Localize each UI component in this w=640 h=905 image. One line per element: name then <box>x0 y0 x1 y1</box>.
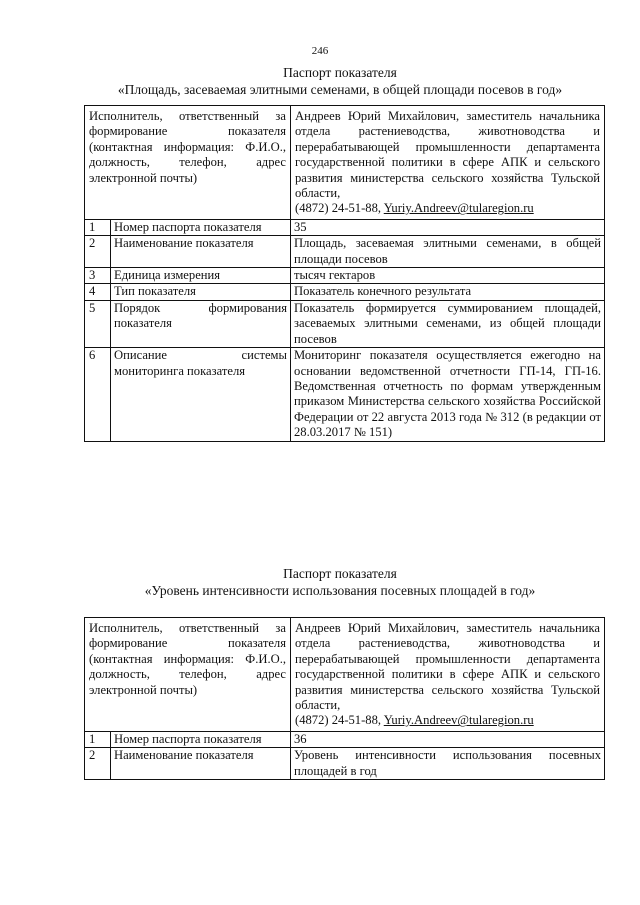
contact-line <box>295 201 600 216</box>
responsible-value-cell <box>291 618 605 732</box>
passport-title-indicator: «Площадь, засеваемая элитными семенами, в общей площади посевов в год» <box>117 82 563 97</box>
row-value: 36 <box>291 731 605 747</box>
row-value: тысяч гектаров <box>291 268 605 284</box>
row-value: Мониторинг показателя осуществляется ежегодно на основании ведомственной отчетности ГП-14, ГП-16. Ведомственная отчетность по формам утвержденным приказом Министерства сельского хозяйства Российской Федерации от 22 августа 2013 года № 312 (в редакции от 28.03.2017 № 151) <box>291 348 605 441</box>
passport-title-1 <box>60 64 620 98</box>
table-row-responsible <box>85 106 605 220</box>
row-label: Порядок формирования показателя <box>111 300 291 347</box>
table-row <box>85 236 605 268</box>
passport-title-indicator: «Уровень интенсивности использования посевных площадей в год» <box>144 583 536 598</box>
phone: (4872) 24-51-88, <box>295 713 382 728</box>
row-number: 4 <box>85 284 111 300</box>
row-number: 2 <box>85 748 111 780</box>
table-row-responsible <box>85 618 605 732</box>
table-row <box>85 748 605 780</box>
row-number: 3 <box>85 268 111 284</box>
row-label: Наименование показателя <box>111 236 291 268</box>
row-label: Номер паспорта показателя <box>111 731 291 747</box>
page-number: 246 <box>311 45 329 57</box>
phone: (4872) 24-51-88, <box>295 201 382 216</box>
email-link[interactable]: Yuriy.Andreev@tularegion.ru <box>383 713 534 728</box>
passport-title-2 <box>60 565 620 599</box>
row-label: Единица измерения <box>111 268 291 284</box>
table-row <box>85 731 605 747</box>
row-value: Показатель конечного результата <box>291 284 605 300</box>
passport-table-2 <box>84 617 605 780</box>
row-value: Площадь, засеваемая элитными семенами, в общей площади посевов <box>291 236 605 268</box>
email-link[interactable]: Yuriy.Andreev@tularegion.ru <box>383 201 534 216</box>
row-label: Описание системы мониторинга показателя <box>111 348 291 441</box>
row-label: Наименование показателя <box>111 748 291 780</box>
row-number: 1 <box>85 731 111 747</box>
row-value: 35 <box>291 219 605 235</box>
row-value: Уровень интенсивности использования посевных площадей в год <box>291 748 605 780</box>
row-number: 2 <box>85 236 111 268</box>
passport-table-1 <box>84 105 605 442</box>
row-label: Номер паспорта показателя <box>111 219 291 235</box>
table-row <box>85 348 605 441</box>
responsible-label: Исполнитель, ответственный за формирование показателя (контактная информация: Ф.И.О., должность, телефон, адрес электронной почты) <box>85 618 291 732</box>
responsible-label: Исполнитель, ответственный за формирование показателя (контактная информация: Ф.И.О., должность, телефон, адрес электронной почты) <box>85 106 291 220</box>
row-value: Показатель формируется суммированием площадей, засеваемых элитными семенами, из общей площади посевов <box>291 300 605 347</box>
row-number: 1 <box>85 219 111 235</box>
responsible-value: Андреев Юрий Михайлович, заместитель начальника отдела растениеводства, животноводства и перерабатывающей промышленности департамента государственной политики в сфере АПК и сельского развития министерства сельского хозяйства Тульской области, <box>295 621 600 713</box>
table-row <box>85 268 605 284</box>
passport-title-heading: Паспорт показателя <box>283 65 397 80</box>
responsible-value-cell <box>291 106 605 220</box>
row-label: Тип показателя <box>111 284 291 300</box>
row-number: 5 <box>85 300 111 347</box>
row-number: 6 <box>85 348 111 441</box>
responsible-value: Андреев Юрий Михайлович, заместитель начальника отдела растениеводства, животноводства и перерабатывающей промышленности департамента государственной политики в сфере АПК и сельского развития министерства сельского хозяйства Тульской области, <box>295 109 600 201</box>
table-row <box>85 219 605 235</box>
table-row <box>85 300 605 347</box>
table-row <box>85 284 605 300</box>
contact-line <box>295 713 600 728</box>
passport-title-heading: Паспорт показателя <box>283 566 397 581</box>
